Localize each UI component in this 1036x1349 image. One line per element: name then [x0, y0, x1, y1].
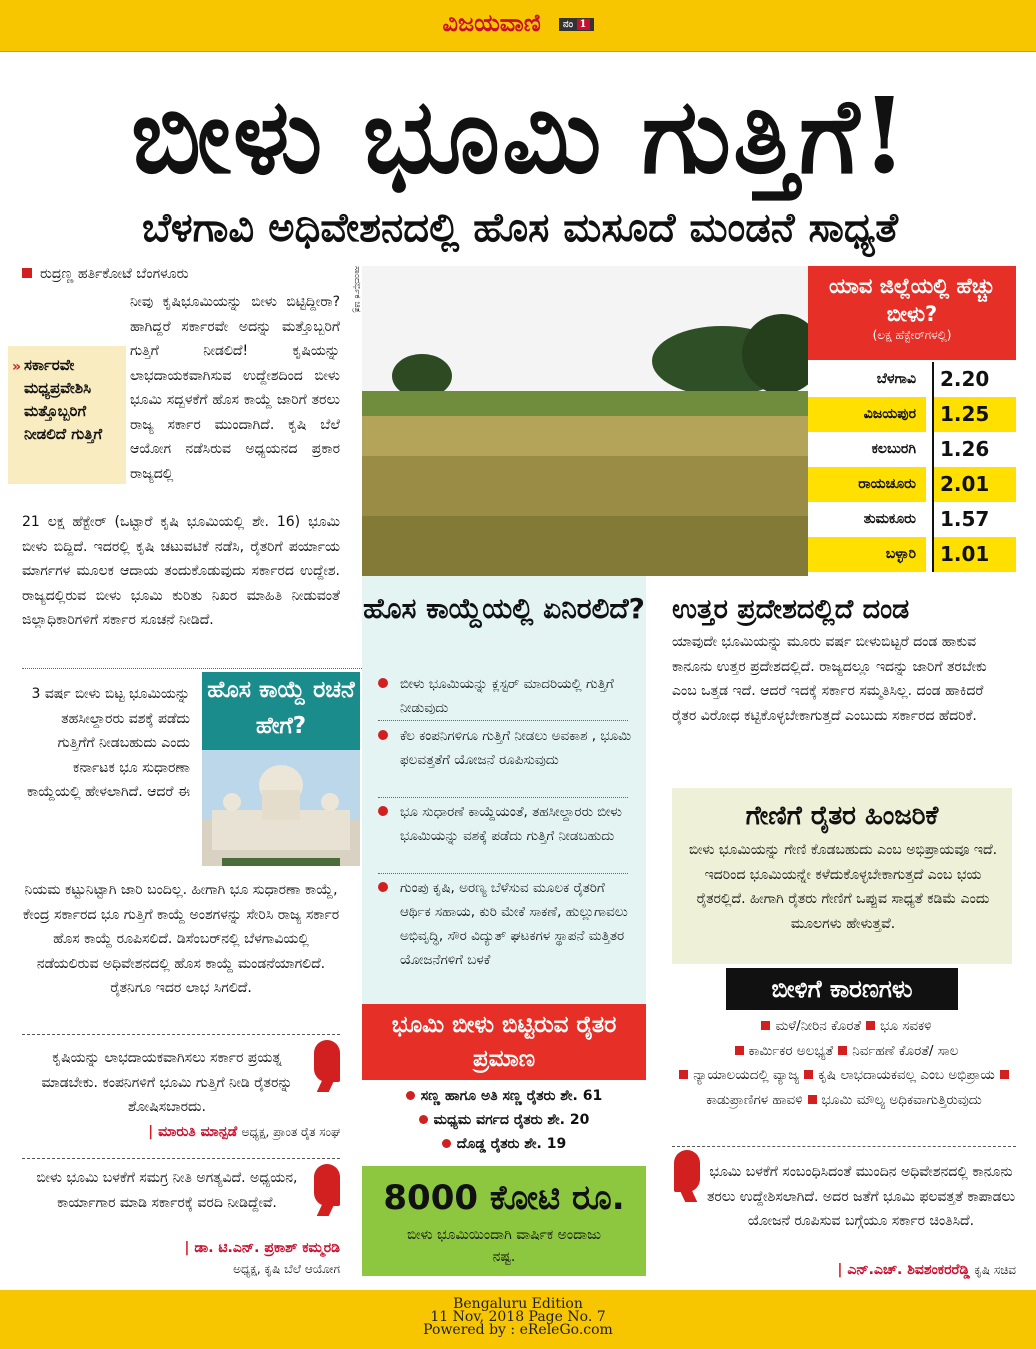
building-graphic [202, 750, 360, 866]
divider [22, 668, 362, 669]
bullet-square-icon [22, 268, 32, 278]
footer-bar [0, 1290, 1036, 1349]
subheadline: ಬೆಳಗಾವಿ ಅಧಿವೇಶನದಲ್ಲಿ ಹೊಸ ಮಸೂದೆ ಮಂಡನೆ ಸಾಧ್ಯತೆ [142, 205, 898, 251]
vidhana-soudha-photo [202, 750, 360, 866]
powered-by-link[interactable]: Powered by : eReleGo.com [423, 1322, 613, 1338]
list-item: ಭೂ ಸುಧಾರಣೆ ಕಾಯ್ದೆಯಂತೆ, ತಹಸೀಲ್ದಾರರು ಬೀಳು ಭೂಮಿಯನ್ನು ವಶಕ್ಕೆ ಪಡೆದು ಗುತ್ತಿಗೆ ನೀಡಬಹುದು [380, 800, 635, 848]
table-header [808, 266, 1016, 360]
stat-line: ಸಣ್ಣ ಹಾಗೂ ಅತಿ ಸಣ್ಣ ರೈತರು ಶೇ. 61 [362, 1084, 646, 1108]
stat-line: ಮಧ್ಯಮ ವರ್ಗದ ರೈತರು ಶೇ. 20 [362, 1108, 646, 1132]
divider [378, 873, 628, 874]
annual-loss-box [362, 1166, 646, 1276]
chevron-right-icon: » [12, 359, 22, 375]
edition-label: Bengaluru Edition [453, 1296, 583, 1312]
lease-fear-text: ಬೀಳು ಭೂಮಿಯನ್ನು ಗೇಣಿ ಕೊಡಬಹುದು ಎಂಬ ಅಭಿಪ್ರಾಯವೂ ಇದೆ. ಇದರಿಂದ ಭೂಮಿಯನ್ನೇ ಕಳೆದುಕೊಳ್ಳಬೇಕಾಗುತ್ತದೆ ಎಂಬ ಭಯ ರೈತರಲ್ಲಿದೆ. ಹೀಗಾಗಿ ರೈತರು ಗೇಣಿಗೆ ಒಪ್ಪುವ ಸಾಧ್ಯತೆ ಕಡಿಮೆ ಎಂದು ಮೂಲಗಳು ಹೇಳುತ್ತವೆ. [688, 842, 998, 932]
quote-attribution: | ಡಾ. ಟಿ.ಎನ್. ಪ್ರಕಾಶ್ ಕಮ್ಮರಡಿ [184, 1240, 340, 1256]
quote-text: ಭೂಮಿ ಬಳಕೆಗೆ ಸಂಬಂಧಿಸಿದಂತೆ ಮುಂದಿನ ಅಧಿವೇಶನದಲ್ಲಿ ಕಾನೂನು ತರಲು ಉದ್ದೇಶಿಸಲಾಗಿದೆ. ಅದರ ಜತೆಗೆ ಭೂಮಿ ಫಲವತ್ತತೆ ಕಾಪಾಡಲು ಯೋಜನೆ ರೂಪಿಸುವ ಬಗ್ಗೆಯೂ ಸರ್ಕಾರ ಚಿಂತಿಸಿದೆ. [706, 1164, 1016, 1229]
no1-badge: ನಂ 1 [559, 18, 593, 31]
quote-text: ಬೀಳು ಭೂಮಿ ಬಳಕೆಗೆ ಸಮಗ್ರ ನೀತಿ ಅಗತ್ಯವಿದೆ. ಅಧ್ಯಯನ, ಕಾರ್ಯಾಗಾರ ಮಾಡಿ ಸರ್ಕಾರಕ್ಕೆ ವರದಿ ನೀಡಿದ್ದೇವೆ. [36, 1170, 298, 1211]
field-photo-graphic [362, 266, 810, 576]
table-row: ತುಮಕೂರು 1.57 [808, 502, 1016, 537]
farmers-proportion-title: ಭೂಮಿ ಬೀಳು ಬಿಟ್ಟಿರುವ ರೈತರ ಪ್ರಮಾಣ [362, 1004, 646, 1080]
field-photo [362, 266, 810, 576]
quote-mark-icon [674, 1150, 700, 1192]
headline: ಬೀಳು ಭೂಮಿ ಗುತ್ತಿಗೆ! [131, 74, 909, 197]
table-subtitle: (ಲಕ್ಷ ಹೆಕ್ಟೇರ್‌ಗಳಲ್ಲಿ) [872, 328, 952, 342]
masthead[interactable] [0, 8, 1036, 37]
how-law-box: ಹೊಸ ಕಾಯ್ದೆ ರಚನೆ ಹೇಗೆ? [202, 672, 360, 750]
divider [378, 797, 628, 798]
masthead-title: ವಿಜಯವಾಣಿ [442, 8, 541, 37]
quote-mark-icon [314, 1164, 340, 1206]
reasons-title: ಬೀಳಿಗೆ ಕಾರಣಗಳು [726, 968, 958, 1010]
table-row: ರಾಯಚೂರು 2.01 [808, 467, 1016, 502]
table-row: ಬೆಳಗಾವಿ 2.20 [808, 362, 1016, 397]
article-para-2: 21 ಲಕ್ಷ ಹೆಕ್ಟೇರ್ (ಒಟ್ಟಾರೆ ಕೃಷಿ ಭೂಮಿಯಲ್ಲಿ ಶೇ. 16) ಭೂಮಿ ಬೀಳು ಬಿದ್ದಿದೆ. ಇದರಲ್ಲಿ ಕೃಷಿ ಚಟುವಟಿಕೆ ನಡೆಸಿ, ರೈತರಿಗೆ ಪರ್ಯಾಯ ಮಾರ್ಗಗಳ ಮೂಲಕ ಆದಾಯ ತಂದುಕೊಡುವುದು ಸರ್ಕಾರದ ಉದ್ದೇಶ. ರಾಜ್ಯದಲ್ಲಿರುವ ಬೀಳು ಭೂಮಿ ಕುರಿತು ನಿಖರ ಮಾಹಿತಿ ನೀಡುವಂತೆ ಜಿಲ್ಲಾಧಿಕಾರಿಗಳಿಗೆ ಸರ್ಕಾರ ಸೂಚನೆ ನೀಡಿದೆ. [22, 514, 340, 628]
byline: ರುದ್ರಣ್ಣ ಹರ್ತಿಕೋಟೆ ಬೆಂಗಳೂರು [22, 266, 189, 282]
divider [378, 720, 628, 721]
north-text: ಯಾವುದೇ ಭೂಮಿಯನ್ನು ಮೂರು ವರ್ಷ ಬೀಳುಬಿಟ್ಟರೆ ದಂಡ ಹಾಕುವ ಕಾನೂನು ಉತ್ತರ ಪ್ರದೇಶದಲ್ಲಿದೆ. ರಾಜ್ಯದಲ್ಲೂ ಇದನ್ನು ಜಾರಿಗೆ ತರಬೇಕು ಎಂಬ ಒತ್ತಡ ಇದೆ. ಆದರೆ ಇದಕ್ಕೆ ಸರ್ಕಾರ ಸಮ್ಮತಿಸಿಲ್ಲ. ದಂಡ ಹಾಕಿದರೆ ರೈತರ ವಿರೋಧ ಕಟ್ಟಿಕೊಳ್ಳಬೇಕಾಗುತ್ತದೆ ಎಂಬುದು ಸರ್ಕಾರದ ಹೆದರಿಕೆ. [672, 634, 987, 724]
list-item: ಬೀಳು ಭೂಮಿಯನ್ನು ಕ್ಲಸ್ಟರ್ ಮಾದರಿಯಲ್ಲಿ ಗುತ್ತಿಗೆ ನೀಡುವುದು [380, 672, 635, 720]
divider [22, 1158, 340, 1159]
loss-amount: 8000 ಕೋಟಿ ರೂ. [383, 1178, 625, 1218]
table-title: ಯಾವ ಜಿಲ್ಲೆಯಲ್ಲಿ ಹೆಚ್ಚು ಬೀಳು? [829, 274, 995, 326]
pull-quote: » ಸರ್ಕಾರವೇ ಮಧ್ಯಪ್ರವೇಶಿಸಿ ಮತ್ತೊಬ್ಬರಿಗೆ ನೀಡಲಿದೆ ಗುತ್ತಿಗೆ [8, 346, 126, 484]
reasons-list: ಮಳೆ/ನೀರಿನ ಕೊರತೆ ಭೂ ಸವಕಳಿ ಕಾರ್ಮಿಕರ ಅಲಭ್ಯತೆ ನಿರ್ವಹಣೆ ಕೊರತೆ/ ಸಾಲ ನ್ಯಾಯಾಲಯದಲ್ಲಿ ವ್ಯಾಜ್ಯ ಕೃಷಿ ಲಾಭದಾಯಕವಲ್ಲ ಎಂಬ ಅಭಿಪ್ರಾಯಕಾಡುಪ್ರಾಣಿಗಳ ಹಾವಳಿ ಭೂಮಿ ಮೌಲ್ಯ ಅಧಿಕವಾಗುತ್ತಿರುವುದು [672, 1014, 1016, 1112]
article-para-3: 3 ವರ್ಷ ಬೀಳು ಬಿಟ್ಟ ಭೂಮಿಯನ್ನು ತಹಸೀಲ್ದಾರರು ವಶಕ್ಕೆ ಪಡೆದು ಗುತ್ತಿಗೆಗೆ ನೀಡಬಹುದು ಎಂದು ಕರ್ನಾಟಕ ಭೂ ಸುಧಾರಣಾ ಕಾಯ್ದೆಯಲ್ಲಿ ಹೇಳಲಾಗಿದೆ. ಆದರೆ ಈ [26, 686, 190, 800]
new-law-title: ಹೊಸ ಕಾಯ್ದೆಯಲ್ಲಿ ಏನಿರಲಿದೆ? [363, 592, 645, 625]
quote-attribution: | ಎನ್.ಎಚ್. ಶಿವಶಂಕರರೆಡ್ಡಿ ಕೃಷಿ ಸಚಿವ [837, 1262, 1016, 1278]
north-title: ಉತ್ತರ ಪ್ರದೇಶದಲ್ಲಿದೆ ದಂಡ [672, 594, 910, 625]
photo-credit: ಸಾಂದರ್ಭಿಕ ಚಿತ್ರ [352, 266, 362, 313]
table-row: ವಿಜಯಪುರ 1.25 [808, 397, 1016, 432]
table-row: ಬಳ್ಳಾರಿ 1.01 [808, 537, 1016, 572]
divider [672, 1146, 1016, 1147]
quote-attribution: | ಮಾರುತಿ ಮಾನ್ಪಡೆ ಅಧ್ಯಕ್ಷ, ಪ್ರಾಂತ ರೈತ ಸಂಘ [148, 1124, 340, 1140]
table-row: ಕಲಬುರಗಿ 1.26 [808, 432, 1016, 467]
quote-mark-icon [314, 1040, 340, 1082]
loss-text: ಬೀಳು ಭೂಮಿಯಿಂದಾಗಿ ವಾರ್ಷಿಕ ಅಂದಾಜು ನಷ್ಟ. [407, 1227, 601, 1265]
article-para-4: ನಿಯಮ ಕಟ್ಟುನಿಟ್ಟಾಗಿ ಜಾರಿ ಬಂದಿಲ್ಲ. ಹೀಗಾಗಿ ಭೂ ಸುಧಾರಣಾ ಕಾಯ್ದೆ, ಕೇಂದ್ರ ಸರ್ಕಾರದ ಭೂ ಗುತ್ತಿಗೆ ಕಾಯ್ದೆ ಅಂಶಗಳನ್ನು ಸೇರಿಸಿ ರಾಜ್ಯ ಸರ್ಕಾರ ಹೊಸ ಕಾಯ್ದೆ ರೂಪಿಸಲಿದೆ. ಡಿಸೆಂಬರ್‌ನಲ್ಲಿ ಬೆಳಗಾವಿಯಲ್ಲಿ ನಡೆಯಲಿರುವ ಅಧಿವೇಶನದಲ್ಲಿ ಹೊಸ ಕಾಯ್ದೆ ಮಂಡನೆಯಾಗಲಿದೆ. ರೈತನಿಗೂ ಇದರ ಲಾಭ ಸಿಗಲಿದೆ. [22, 882, 340, 996]
date-page-label: 11 Nov, 2018 Page No. 7 [430, 1309, 606, 1325]
lease-fear-title: ಗೇಣಿಗೆ ರೈತರ ಹಿಂಜರಿಕೆ [745, 801, 939, 831]
quote-role: ಅಧ್ಯಕ್ಷ, ಕೃಷಿ ಬೆಲೆ ಆಯೋಗ [233, 1262, 340, 1276]
list-item: ಗುಂಪು ಕೃಷಿ, ಅರಣ್ಯ ಬೆಳೆಸುವ ಮೂಲಕ ರೈತರಿಗೆ ಆರ್ಥಿಕ ಸಹಾಯ, ಕುರಿ ಮೇಕೆ ಸಾಕಣೆ, ಹುಲ್ಲುಗಾವಲು ಅಭಿವೃದ್ಧಿ, ಸೌರ ವಿದ್ಯುತ್ ಘಟಕಗಳ ಸ್ಥಾಪನೆ ಮತ್ತಿತರ ಯೋಜನೆಗಳಿಗೆ ಬಳಕೆ [380, 876, 635, 972]
article-para-1: ನೀವು ಕೃಷಿಭೂಮಿಯನ್ನು ಬೀಳು ಬಿಟ್ಟಿದ್ದೀರಾ? ಹಾಗಿದ್ದರೆ ಸರ್ಕಾರವೇ ಅದನ್ನು ಮತ್ತೊಬ್ಬರಿಗೆ ಗುತ್ತಿಗೆ ನೀಡಲಿದೆ! ಕೃಷಿಯನ್ನು ಲಾಭದಾಯಕವಾಗಿಸುವ ಉದ್ದೇಶದಿಂದ ಬೀಳು ಭೂಮಿ ಸದ್ಬಳಕೆಗೆ ಹೊಸ ಕಾಯ್ದೆ ಜಾರಿಗೆ ತರಲು ರಾಜ್ಯ ಸರ್ಕಾರ ಮುಂದಾಗಿದೆ. ಕೃಷಿ ಬೆಲೆ ಆಯೋಗ ನಡೆಸಿರುವ ಅಧ್ಯಯನದ ಪ್ರಕಾರ ರಾಜ್ಯದಲ್ಲಿ [130, 294, 340, 482]
quote-text: ಕೃಷಿಯನ್ನು ಲಾಭದಾಯಕವಾಗಿಸಲು ಸರ್ಕಾರ ಪ್ರಯತ್ನ ಮಾಡಬೇಕು. ಕಂಪನಿಗಳಿಗೆ ಭೂಮಿ ಗುತ್ತಿಗೆ ನೀಡಿ ರೈತರನ್ನು ಶೋಷಿಸಬಾರದು. [41, 1050, 293, 1115]
list-item: ಕೆಲ ಕಂಪನಿಗಳಿಗೂ ಗುತ್ತಿಗೆ ನೀಡಲು ಅವಕಾಶ , ಭೂಮಿ ಫಲವತ್ತತೆಗೆ ಯೋಜನೆ ರೂಪಿಸುವುದು [380, 724, 635, 772]
stat-line: ದೊಡ್ಡ ರೈತರು ಶೇ. 19 [362, 1132, 646, 1156]
divider [22, 1034, 340, 1035]
